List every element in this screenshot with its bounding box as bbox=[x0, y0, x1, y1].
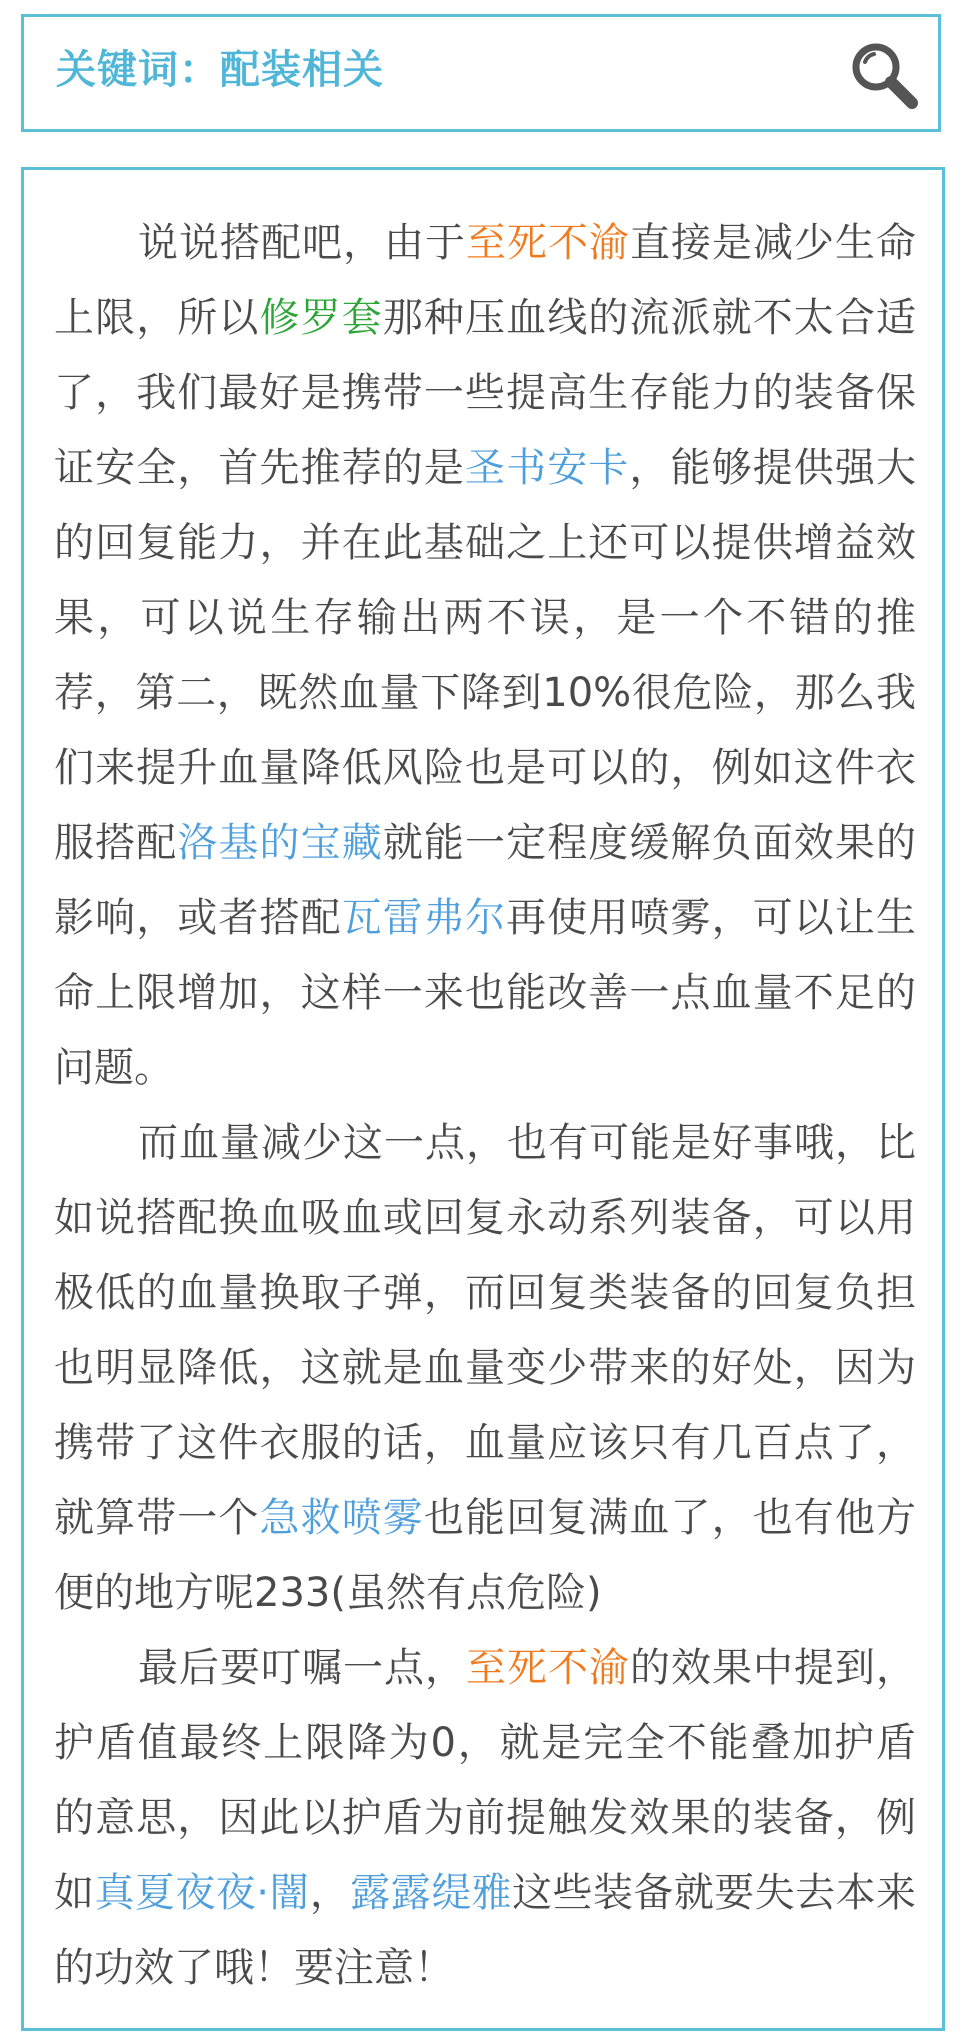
paragraph-text: 再使用喷雾，可以让生命上限增加，这样一来也能改善一点血量不足的问题。 bbox=[54, 895, 917, 1091]
paragraph-text: 的效果中提到，护盾值最终上限降为0，就是完全不能叠加护盾的意思，因此以护盾为前提触发效果的装备，例如 bbox=[54, 1645, 916, 1916]
highlighted-item-name[interactable]: 至死不渝 bbox=[466, 1645, 630, 1691]
article-paragraph bbox=[54, 1631, 916, 2006]
highlighted-item-name[interactable]: 瓦雷弗尔 bbox=[341, 895, 507, 941]
highlighted-item-name[interactable]: 修罗套 bbox=[259, 295, 383, 341]
paragraph-text: 这些装备就要失去本来的功效了哦！要注意！ bbox=[54, 1870, 917, 1991]
highlighted-item-name[interactable]: 露露缇雅 bbox=[350, 1870, 513, 1916]
highlighted-item-name[interactable]: 真夏夜夜·闇 bbox=[94, 1870, 310, 1916]
paragraph-text: ，能够提供强大的回复能力，并在此基础之上还可以提供增益效果，可以说生存输出两不误，是一个不错的推荐，第二，既然血量下降到10%很危险，那么我们来提升血量降低风险也是可以的，例如这件衣服搭配 bbox=[54, 445, 917, 866]
highlighted-item-name[interactable]: 至死不渝 bbox=[466, 220, 630, 266]
paragraph-text: 直接是减少生命上限，所以 bbox=[54, 220, 916, 341]
highlighted-item-name[interactable]: 洛基的宝藏 bbox=[177, 820, 383, 866]
paragraph-text: 而血量减少这一点，也有可能是好事哦，比如说搭配换血吸血或回复永动系列装备，可以用极低的血量换取子弹，而回复类装备的回复负担也明显降低，这就是血量变少带来的好处，因为携带了这件衣服的话，血量应该只有几百点了，就算带一个 bbox=[54, 1120, 916, 1541]
article-paragraph bbox=[54, 206, 916, 1106]
paragraph-text: 那种压血线的流派就不太合适了，我们最好是携带一些提高生存能力的装备保证安全，首先推荐的是 bbox=[54, 295, 917, 491]
highlighted-item-name[interactable]: 圣书安卡 bbox=[465, 445, 630, 491]
article-panel bbox=[21, 167, 945, 2031]
highlighted-item-name[interactable]: 急救喷雾 bbox=[259, 1495, 424, 1541]
paragraph-text: 也能回复满血了，也有他方便的地方呢233(虽然有点危险) bbox=[54, 1495, 917, 1616]
article-body bbox=[54, 206, 916, 2006]
paragraph-text: 最后要叮嘱一点， bbox=[138, 1645, 466, 1691]
paragraph-text: 说说搭配吧，由于 bbox=[138, 220, 466, 266]
paragraph-text: 就能一定程度缓解负面效果的影响，或者搭配 bbox=[54, 820, 917, 941]
paragraph-text: ， bbox=[309, 1870, 351, 1916]
search-icon[interactable] bbox=[844, 35, 924, 115]
keyword-header bbox=[21, 14, 941, 132]
page-title: 关键词：配装相关 bbox=[56, 47, 384, 93]
article-paragraph bbox=[54, 1106, 916, 1631]
